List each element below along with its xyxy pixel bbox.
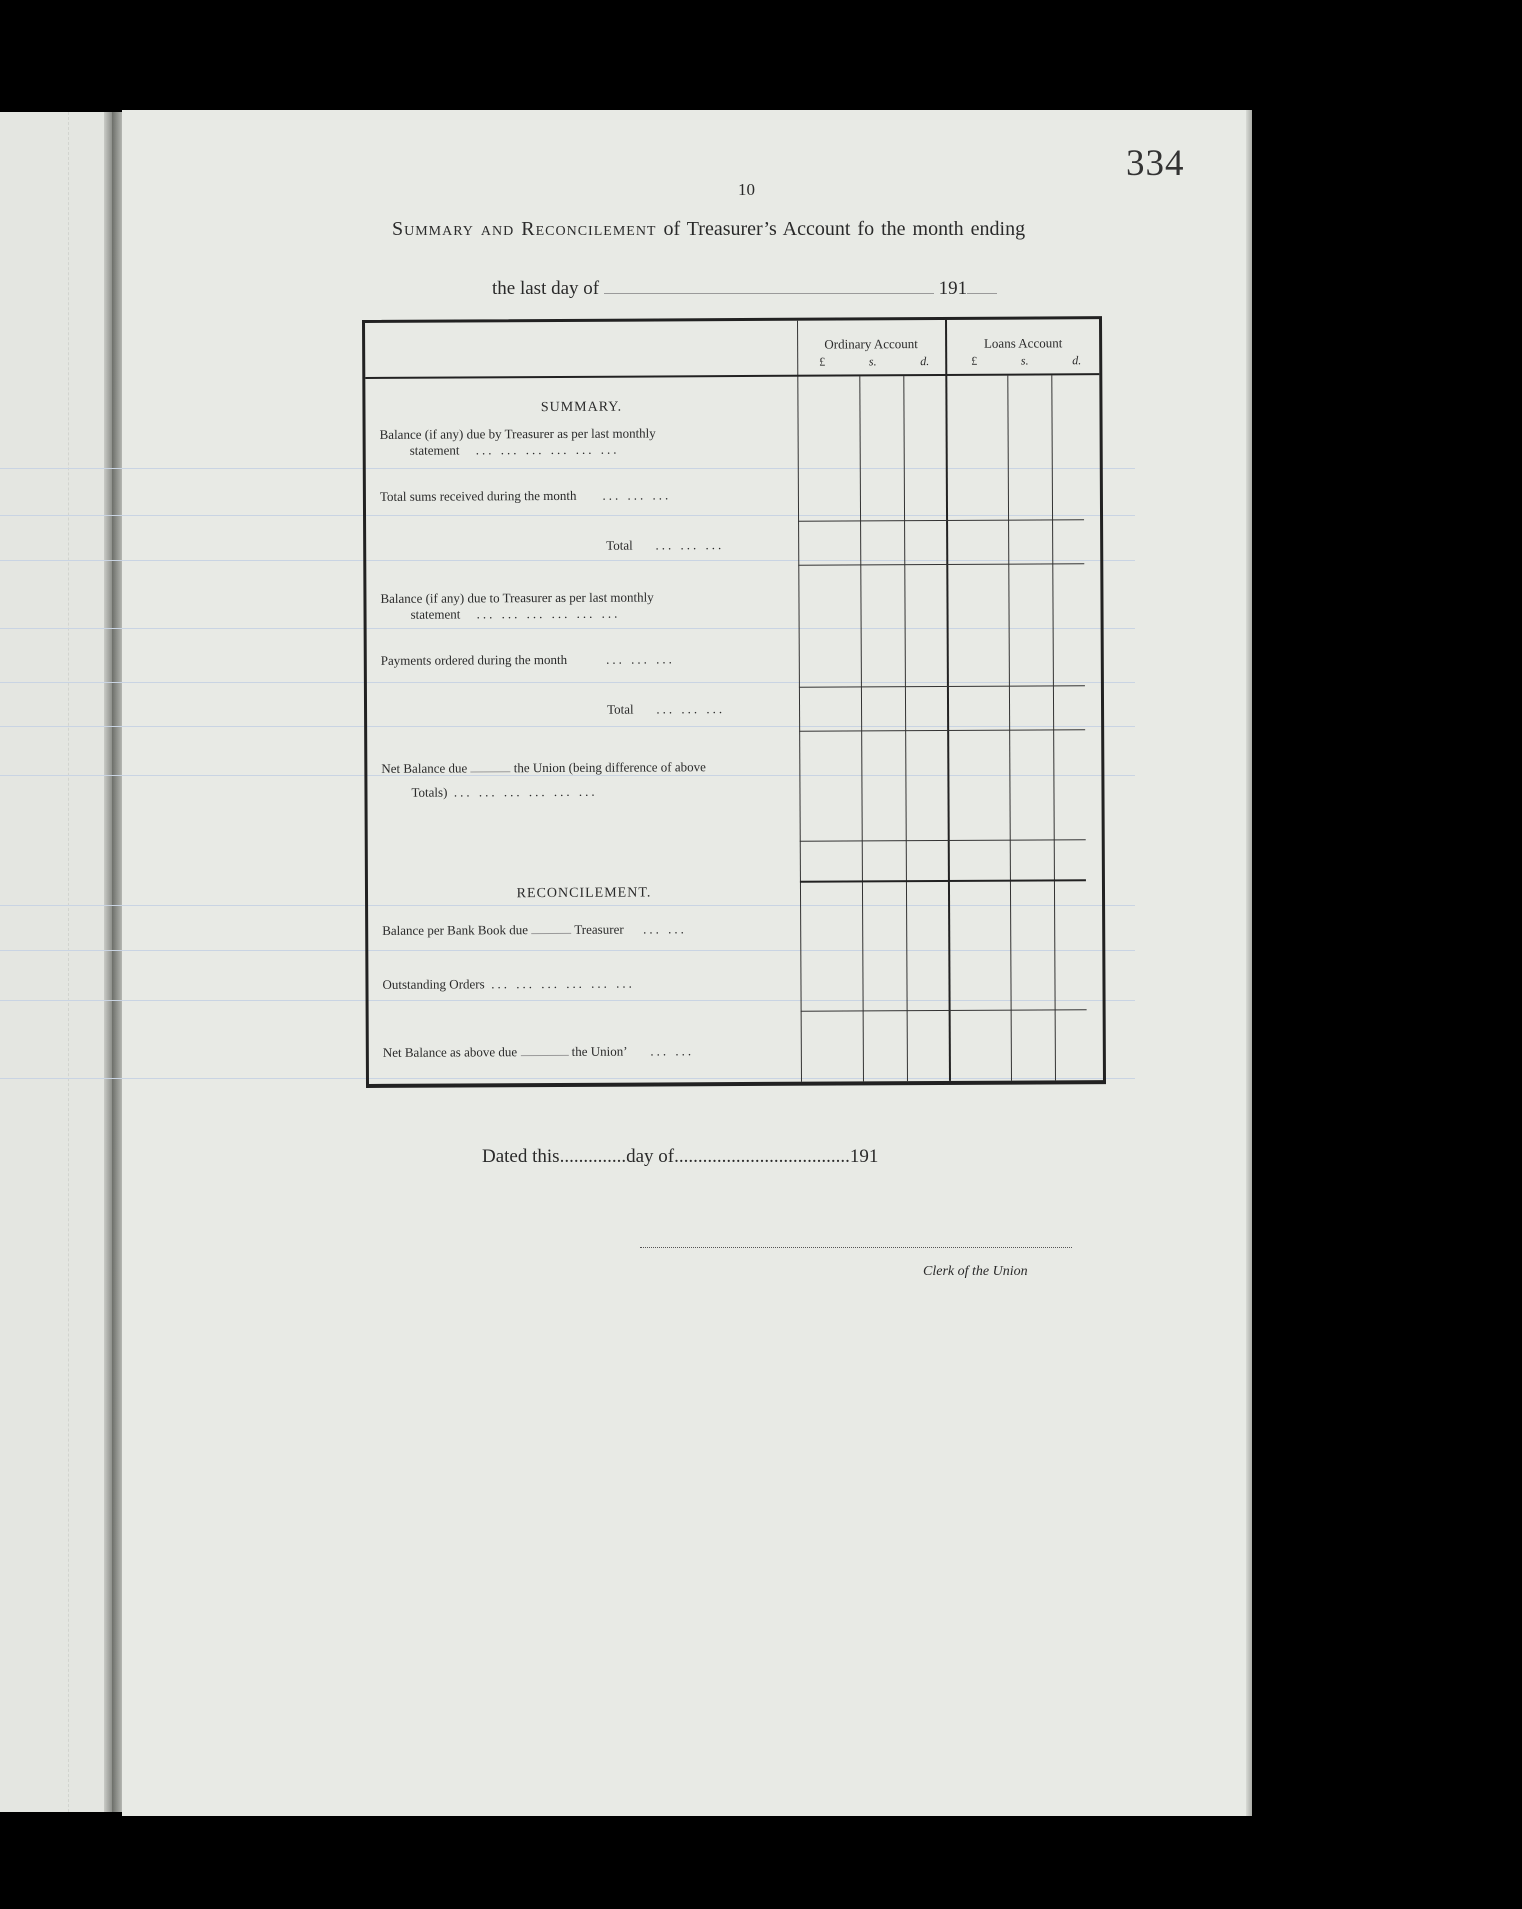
leader-dots: ... ... ... bbox=[656, 701, 726, 717]
ordinary-account-header bbox=[805, 336, 937, 370]
row-total-1 bbox=[606, 537, 796, 554]
form-subheading bbox=[492, 278, 997, 300]
stitch-line bbox=[68, 112, 69, 1812]
heading-summary: Summary bbox=[392, 218, 474, 240]
leader-dots: ... ... ... bbox=[606, 651, 675, 667]
column-divider bbox=[1007, 376, 1012, 1081]
double-rule bbox=[800, 879, 1086, 882]
total-rule bbox=[799, 685, 1085, 687]
account-divider bbox=[945, 320, 951, 1081]
heading-and: and bbox=[480, 218, 515, 240]
heading-rest: of Treasurer’s Account fo the month ending bbox=[663, 218, 1026, 240]
dated-year: 191 bbox=[849, 1146, 879, 1167]
left-page bbox=[0, 112, 112, 1812]
row-label: statement bbox=[409, 442, 460, 458]
leader-dots: ... ... bbox=[643, 921, 687, 937]
due-to-from-blank[interactable] bbox=[531, 933, 571, 934]
leader-dots: ... ... ... ... ... ... bbox=[491, 975, 635, 992]
due-to-from-blank[interactable] bbox=[471, 771, 511, 772]
leader-dots: ... ... ... ... ... ... bbox=[453, 783, 598, 800]
form-heading bbox=[392, 218, 1025, 241]
reconcilement-title: RECONCILEMENT. bbox=[516, 885, 652, 902]
pound-unit: £ bbox=[819, 354, 826, 369]
row-outstanding-orders bbox=[382, 975, 802, 993]
page-number: 10 bbox=[738, 180, 755, 199]
shilling-unit: s. bbox=[1020, 353, 1029, 368]
row-total-received bbox=[380, 487, 800, 505]
total-rule bbox=[800, 839, 1086, 841]
row-label: Total bbox=[606, 537, 633, 553]
row-label: Total sums received during the month bbox=[379, 487, 577, 504]
dated-middle: day of bbox=[626, 1146, 675, 1167]
row-net-balance-above bbox=[383, 1043, 803, 1061]
row-balance-due-to bbox=[380, 589, 800, 623]
row-label: the Union’ bbox=[571, 1043, 628, 1059]
ordinary-account-label: Ordinary Account bbox=[824, 336, 918, 352]
column-divider bbox=[859, 376, 864, 1081]
pound-unit: £ bbox=[971, 353, 978, 368]
row-label: Payments ordered during the month bbox=[380, 651, 568, 668]
year-blank[interactable] bbox=[967, 293, 997, 294]
loans-account-header bbox=[957, 335, 1089, 369]
column-divider bbox=[903, 376, 908, 1081]
total-rule bbox=[798, 563, 1084, 565]
dated-line bbox=[482, 1146, 878, 1168]
row-label: Outstanding Orders bbox=[382, 976, 485, 992]
row-payments-ordered bbox=[381, 651, 801, 669]
leader-dots: ... ... ... ... ... ... bbox=[475, 441, 620, 458]
account-table bbox=[362, 316, 1106, 1088]
row-label: Balance (if any) due to Treasurer as per last monthly bbox=[380, 589, 654, 606]
day-blank[interactable]: .............. bbox=[559, 1146, 627, 1167]
stamped-folio-number: 334 bbox=[1126, 143, 1185, 184]
row-balance-per-bank bbox=[382, 921, 802, 939]
row-label: Treasurer bbox=[574, 921, 624, 937]
leader-dots: ... ... ... ... ... ... bbox=[476, 605, 621, 622]
row-label: Total bbox=[607, 701, 634, 717]
leader-dots: ... ... ... bbox=[602, 487, 672, 503]
row-label: the Union (being difference of above bbox=[513, 759, 706, 776]
due-to-from-blank[interactable] bbox=[520, 1055, 568, 1056]
summary-title: SUMMARY. bbox=[540, 399, 623, 416]
row-label: Balance (if any) due by Treasurer as per last monthly bbox=[379, 425, 656, 442]
row-label: Net Balance as above due bbox=[382, 1044, 518, 1060]
row-label: Net Balance due bbox=[381, 760, 468, 776]
leader-dots: ... ... bbox=[650, 1043, 695, 1059]
loans-account-label: Loans Account bbox=[983, 335, 1063, 351]
total-rule bbox=[798, 519, 1084, 521]
header-rule bbox=[365, 373, 1099, 379]
column-divider bbox=[1051, 375, 1056, 1080]
pence-unit: d. bbox=[1072, 353, 1082, 368]
total-rule bbox=[799, 729, 1085, 731]
heading-reconcilement: Reconcilement bbox=[521, 218, 657, 240]
row-label: Totals) bbox=[411, 784, 448, 800]
total-rule bbox=[801, 1009, 1087, 1011]
row-net-balance bbox=[381, 759, 801, 801]
page-fold bbox=[104, 112, 112, 1812]
month-blank[interactable]: ..................................... bbox=[674, 1146, 850, 1167]
subheading-year: 191 bbox=[938, 278, 968, 299]
row-label: statement bbox=[410, 606, 461, 622]
page-edge bbox=[1246, 110, 1252, 1816]
row-label: Balance per Bank Book due bbox=[382, 922, 529, 938]
leader-dots: ... ... ... bbox=[655, 537, 725, 553]
row-total-2 bbox=[607, 701, 797, 718]
dated-prefix: Dated this bbox=[482, 1146, 560, 1167]
signature-label: Clerk of the Union bbox=[923, 1264, 1028, 1279]
pence-unit: d. bbox=[920, 354, 930, 369]
signature-line[interactable] bbox=[640, 1247, 1072, 1248]
subheading-prefix: the last day of bbox=[492, 278, 600, 299]
shilling-unit: s. bbox=[868, 354, 877, 369]
row-balance-due-by bbox=[380, 425, 800, 459]
month-blank[interactable] bbox=[604, 293, 934, 294]
